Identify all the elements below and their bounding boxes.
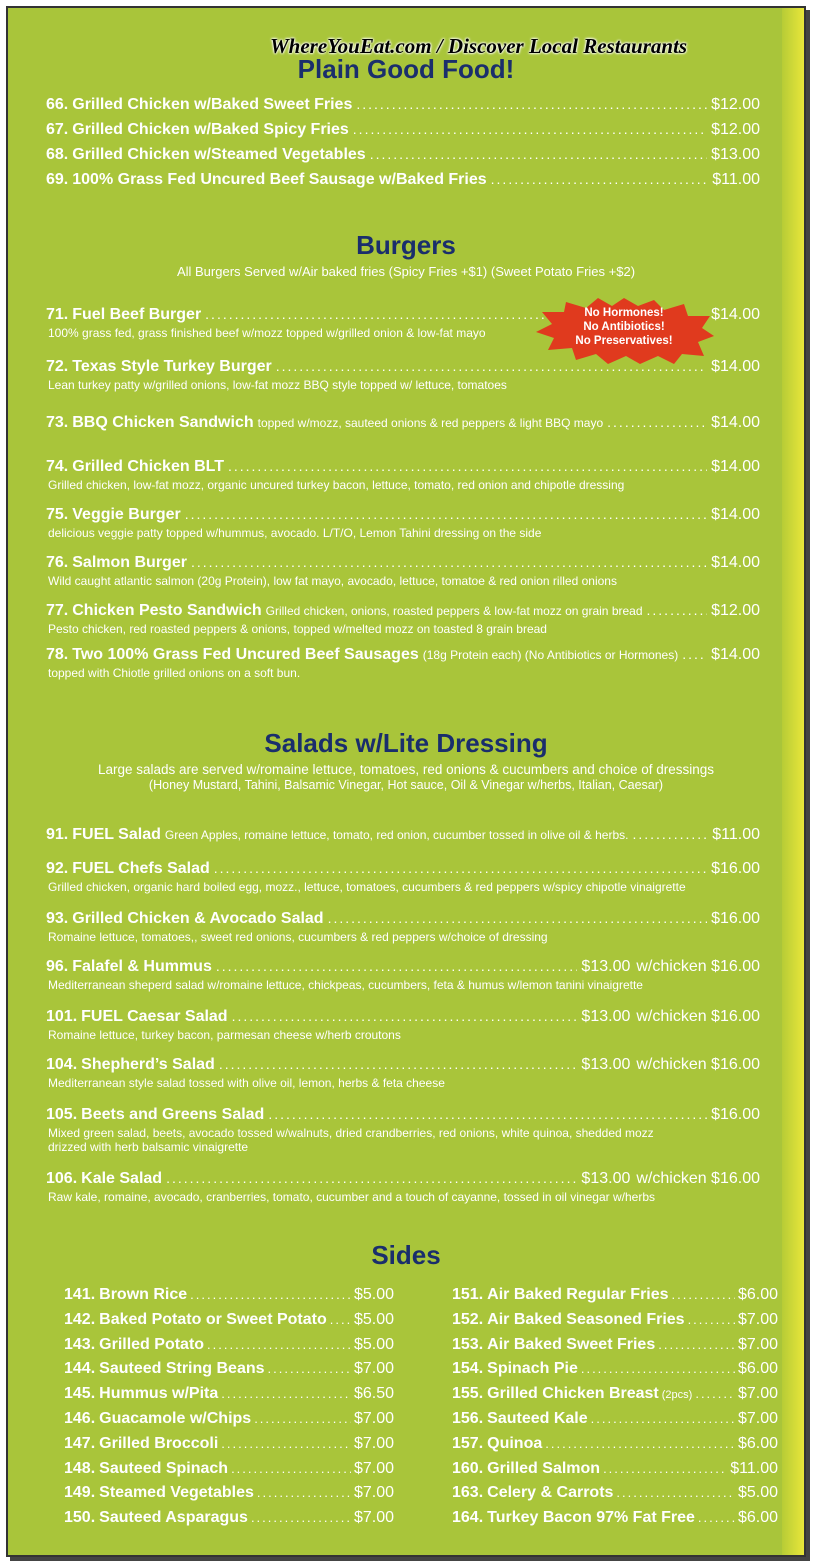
salads-title: Salads w/Lite Dressing [264,728,548,758]
item-price: $14.00 [711,358,760,375]
side-price: $7.00 [353,1434,394,1452]
item-title: BBQ Chicken Sandwich [72,414,254,431]
item-number: 66. [46,96,69,113]
item-inline-description: Green Apples, romaine lettuce, tomato, red onion, cucumber tossed in olive oil & herbs. [164,828,629,842]
leader-dots [616,1485,735,1500]
leader-dots [185,506,707,522]
menu-item-row [46,171,760,189]
item-description: delicious veggie patty topped w/hummus, avocado. L/T/O, Lemon Tahini dressing on the side [48,526,542,540]
leader-dots [330,1312,351,1327]
side-item-row [64,1509,394,1527]
menu-item-row [46,121,760,139]
item-description: Pesto chicken, red roasted peppers & onions, topped w/melted mozz on toasted 8 grain bread [48,622,547,636]
item-name [46,414,254,432]
item-number: 75. [46,506,69,523]
item-price: $16.00 [711,860,760,877]
menu-item-row [46,860,760,878]
item-title: FUEL Salad [72,826,161,843]
item-title: Two 100% Grass Fed Uncured Beef Sausages [72,646,419,663]
item-description: 100% grass fed, grass finished beef w/mozz topped w/grilled onion & low-fat mayo [48,326,486,340]
side-name [64,1336,204,1354]
item-prices [711,1106,760,1124]
side-item-row [452,1286,778,1304]
item-prices [711,306,760,324]
menu-item-row [46,414,760,432]
salads-note-1: Large salads are served w/romaine lettuce, tomatoes, red onions & cucumbers and choice of dressings [97,762,715,777]
side-name [64,1286,187,1304]
leader-dots [698,1510,735,1525]
item-price: $11.00 [712,826,760,843]
leader-dots [545,1436,735,1451]
side-number: 147. [64,1434,96,1452]
item-description: Wild caught atlantic salmon (20g Protein), low fat mayo, avocado, lettuce, tomatoe & red onion rilled onions [48,574,617,588]
item-name [46,121,349,139]
item-name [46,1056,215,1074]
side-name [64,1484,254,1502]
leader-dots [254,1411,351,1426]
leader-dots [682,646,707,662]
side-number: 151. [452,1286,484,1303]
item-price-with-chicken: w/chicken $16.00 [636,958,760,975]
leader-dots [190,1287,351,1302]
side-number: 152. [452,1310,484,1328]
leader-dots [658,1337,735,1352]
item-prices [711,646,760,664]
leader-dots [268,1106,707,1122]
side-number: 164. [452,1509,484,1527]
side-title: Hummus w/Pita [99,1385,219,1403]
item-inline-description: topped w/mozz, sauteed onions & red peppers & light BBQ mayo [257,416,604,430]
leader-dots [221,1386,351,1401]
side-price: $11.00 [730,1459,778,1477]
item-prices [711,506,760,524]
side-name [452,1460,600,1478]
item-title: FUEL Caesar Salad [81,1008,228,1025]
side-name [64,1435,218,1453]
menu-item-row [46,646,760,664]
side-item-row [64,1460,394,1478]
item-prices [711,96,760,114]
item-number: 91. [46,826,69,843]
side-item-row [452,1336,778,1354]
item-title: Grilled Chicken BLT [72,458,224,475]
item-title: Grilled Chicken w/Baked Sweet Fries [72,96,353,113]
side-item-row [452,1360,778,1378]
side-price: $7.00 [353,1459,394,1477]
item-name [46,860,210,878]
item-price: $14.00 [711,458,760,475]
item-title: 100% Grass Fed Uncured Beef Sausage w/Baked Fries [72,171,487,188]
item-name [46,910,324,928]
side-name [452,1336,655,1354]
side-price: $5.00 [353,1335,394,1353]
leader-dots [221,1436,351,1451]
badge-line-1: No Hormones! [584,307,664,319]
item-price: $13.00 [711,146,760,163]
side-title: Baked Potato or Sweet Potato [99,1310,327,1328]
item-name [46,1008,228,1026]
side-number: 153. [452,1335,484,1353]
item-price: $16.00 [711,910,760,927]
side-name [64,1360,265,1378]
leader-dots [191,554,707,570]
side-title: Sauteed Kale [487,1410,588,1427]
item-price: $14.00 [711,506,760,523]
item-price: $14.00 [711,646,760,663]
item-name [46,306,201,324]
item-prices [581,1170,760,1188]
side-price: $7.00 [353,1509,394,1527]
leader-dots [370,146,707,162]
side-name [452,1435,542,1453]
side-name [64,1311,327,1329]
side-name [64,1509,248,1527]
side-title: Grilled Salmon [487,1459,601,1477]
item-title: Grilled Chicken & Avocado Salad [72,910,324,927]
side-price: $6.00 [737,1286,778,1303]
leader-dots [672,1287,735,1302]
leader-dots [356,96,707,112]
side-name [452,1311,685,1329]
item-number: 105. [46,1106,78,1123]
side-title: Grilled Chicken Breast [487,1385,659,1403]
side-number: 143. [64,1335,96,1353]
item-prices [711,860,760,878]
menu-item-row [46,554,760,572]
item-title: Salmon Burger [72,554,187,571]
item-name [46,458,224,476]
item-description: Grilled chicken, organic hard boiled egg, mozz., lettuce, tomatoes, cucumbers & red peppers w/spicy chipotle vinaigrette [48,880,686,894]
side-title: Celery & Carrots [487,1484,614,1502]
item-prices [711,358,760,376]
leader-dots [251,1510,351,1525]
side-name [64,1410,251,1428]
leader-dots [232,1008,578,1024]
side-name [452,1385,659,1403]
item-prices [581,1056,760,1074]
leader-dots [647,602,708,618]
side-number: 144. [64,1360,96,1378]
side-number: 155. [452,1385,484,1403]
leader-dots [207,1337,351,1352]
item-title: Grilled Chicken w/Steamed Vegetables [72,146,366,163]
item-name [46,554,187,572]
side-number: 157. [452,1434,484,1452]
side-number: 150. [64,1509,96,1527]
item-name [46,602,262,620]
leader-dots [328,910,707,926]
item-number: 68. [46,146,69,163]
item-number: 73. [46,414,69,431]
side-item-row [64,1435,394,1453]
side-number: 141. [64,1286,96,1303]
menu-item-row [46,1056,760,1074]
leader-dots [491,171,709,187]
side-title: Spinach Pie [487,1360,578,1378]
item-title: Falafel & Hummus [72,958,212,975]
item-price: $11.00 [712,171,760,188]
item-price-with-chicken: w/chicken $16.00 [636,1056,760,1073]
side-name [452,1484,613,1502]
menu-item-row [46,458,760,476]
side-number: 142. [64,1310,96,1328]
menu-card [6,6,806,1557]
menu-item-row [46,506,760,524]
item-description: Mediterranean style salad tossed with olive oil, lemon, herbs & feta cheese [48,1076,445,1090]
item-title: Chicken Pesto Sandwich [72,602,262,619]
side-price: $6.00 [737,1360,778,1378]
side-title: Air Baked Regular Fries [487,1286,669,1303]
side-price: $7.00 [353,1484,394,1502]
leader-dots [216,958,578,974]
side-name [64,1385,218,1403]
side-item-row [452,1435,778,1453]
item-prices [711,910,760,928]
menu-item-row [46,1008,760,1026]
side-price: $7.00 [737,1310,778,1328]
item-prices [711,414,760,432]
leader-dots [228,458,707,474]
item-number: 93. [46,910,69,927]
item-price: $13.00 [581,1170,631,1187]
side-title: Quinoa [487,1434,543,1452]
leader-dots [695,1386,735,1401]
side-number: 156. [452,1410,484,1427]
item-description: Romaine lettuce, turkey bacon, parmesan cheese w/herb croutons [48,1028,401,1042]
item-description: drizzed with herb balsamic vinaigrette [48,1140,249,1154]
side-number: 160. [452,1459,484,1477]
item-number: 77. [46,602,69,619]
side-title: Air Baked Seasoned Fries [487,1310,685,1328]
item-number: 106. [46,1170,78,1187]
item-number: 96. [46,958,69,975]
item-price: $13.00 [581,1008,631,1025]
side-name [452,1360,578,1378]
side-price: $7.00 [737,1385,778,1403]
side-number: 146. [64,1410,96,1427]
leader-dots [166,1170,577,1186]
item-price-with-chicken: w/chicken $16.00 [636,1008,760,1025]
item-number: 104. [46,1056,78,1073]
side-title: Brown Rice [99,1286,188,1303]
item-title: Texas Style Turkey Burger [72,358,272,375]
item-price: $14.00 [711,554,760,571]
side-price: $5.00 [737,1484,778,1502]
side-item-row [452,1311,778,1329]
item-price: $13.00 [581,958,631,975]
side-title: Turkey Bacon 97% Fat Free [487,1509,695,1527]
side-number: 148. [64,1459,96,1477]
item-number: 101. [46,1008,78,1025]
item-title: Fuel Beef Burger [72,306,202,323]
side-number: 149. [64,1484,96,1502]
side-name [64,1460,228,1478]
item-price: $16.00 [711,1106,760,1123]
side-title: Grilled Broccoli [99,1434,219,1452]
plain-good-food-title: Plain Good Food! [297,54,515,84]
item-number: 92. [46,860,69,877]
item-description: Mixed green salad, beets, avocado tossed w/walnuts, dried crandberries, red onions, white quinoa, shedded mozz [48,1126,654,1140]
leader-dots [231,1461,351,1476]
side-item-row [64,1385,394,1403]
item-price: $12.00 [711,121,760,138]
item-inline-description: (18g Protein each) (No Antibiotics or Hormones) [422,648,679,662]
item-price: $14.00 [711,306,760,323]
side-item-row [64,1336,394,1354]
item-prices [711,146,760,164]
side-title: Sauteed Spinach [99,1459,229,1477]
badge-line-3: No Preservatives! [575,335,673,347]
badge-text [534,306,714,348]
item-prices [712,826,760,844]
side-number: 154. [452,1360,484,1378]
item-description: Romaine lettuce, tomatoes,, sweet red onions, cucumbers & red peppers w/choice of dressing [48,930,548,944]
side-name [452,1410,588,1428]
menu-item-row [46,958,760,976]
badge-line-2: No Antibiotics! [583,321,665,333]
item-name [46,358,272,376]
menu-item-row [46,96,760,114]
leader-dots [632,826,708,842]
item-price: $13.00 [581,1056,631,1073]
item-name [46,1106,264,1124]
item-name [46,146,366,164]
watermark: WhereYouEat.com / Discover Local Restaurants [270,34,688,58]
item-name [46,826,161,844]
item-name [46,646,419,664]
item-price: $14.00 [711,414,760,431]
item-description: Mediterranean sheperd salad w/romaine lettuce, chickpeas, cucumbers, feta & humus w/lemon tanini vinaigrette [48,978,643,992]
side-item-row [452,1385,778,1403]
item-price: $12.00 [711,96,760,113]
item-inline-description: Grilled chicken, onions, roasted peppers & low-fat mozz on grain bread [265,604,643,618]
side-price: $7.00 [353,1410,394,1427]
side-item-row [452,1509,778,1527]
item-title: Beets and Greens Salad [81,1106,265,1123]
side-item-row [452,1460,778,1478]
menu-item-row [46,826,760,844]
item-prices [711,121,760,139]
side-price: $5.00 [353,1310,394,1328]
item-title: FUEL Chefs Salad [72,860,210,877]
item-number: 76. [46,554,69,571]
side-item-row [64,1484,394,1502]
burgers-note: All Burgers Served w/Air baked fries (Spicy Fries +$1) (Sweet Potato Fries +$2) [176,264,636,279]
side-title: Steamed Vegetables [99,1484,254,1502]
item-name [46,96,352,114]
side-title: Sauteed String Beans [99,1360,265,1378]
side-price: $7.00 [737,1410,778,1427]
leader-dots [219,1056,578,1072]
side-price: $5.00 [353,1286,394,1303]
side-item-row [452,1484,778,1502]
menu-item-row [46,1106,760,1124]
side-price: $6.50 [353,1385,394,1403]
item-title: Veggie Burger [72,506,181,523]
leader-dots [353,121,707,137]
leader-dots [591,1411,735,1426]
leader-dots [257,1485,351,1500]
leader-dots [214,860,707,876]
item-prices [712,171,760,189]
side-item-row [452,1410,778,1428]
item-description: Grilled chicken, low-fat mozz, organic uncured turkey bacon, lettuce, tomato, red onion and chipotle dressing [48,478,625,492]
item-title: Grilled Chicken w/Baked Spicy Fries [72,121,349,138]
item-title: Kale Salad [81,1170,163,1187]
leader-dots [581,1361,735,1376]
side-title: Grilled Potato [99,1335,205,1353]
sides-title: Sides [371,1240,441,1270]
leader-dots [603,1461,727,1476]
menu-item-row [46,602,760,620]
item-prices [711,458,760,476]
side-note: (2pcs) [661,1389,693,1402]
item-name [46,171,487,189]
item-number: 78. [46,646,69,663]
side-price: $7.00 [353,1360,394,1378]
item-number: 67. [46,121,69,138]
item-prices [581,958,760,976]
item-number: 69. [46,171,69,188]
leader-dots [268,1361,351,1376]
burgers-title: Burgers [356,230,456,260]
side-title: Air Baked Sweet Fries [487,1335,656,1353]
item-name [46,1170,162,1188]
side-item-row [64,1360,394,1378]
item-name [46,958,212,976]
side-number: 145. [64,1385,96,1403]
item-title: Shepherd’s Salad [81,1056,215,1073]
menu-item-row [46,910,760,928]
item-prices [711,554,760,572]
side-name [452,1509,695,1527]
side-price: $6.00 [737,1509,778,1527]
menu-item-row [46,146,760,164]
item-description: Raw kale, romaine, avocado, cranberries, tomato, cucumber and a touch of cayanne, tossed in oil vinegar w/herbs [48,1190,655,1204]
side-item-row [64,1311,394,1329]
side-name [452,1286,669,1304]
item-number: 71. [46,306,69,323]
side-price: $7.00 [737,1335,778,1353]
item-description: Lean turkey patty w/grilled onions, low-fat mozz BBQ style topped w/ lettuce, tomatoes [48,378,507,392]
item-prices [581,1008,760,1026]
side-item-row [64,1286,394,1304]
item-prices [711,602,760,620]
salads-note-2: (Honey Mustard, Tahini, Balsamic Vinegar, Hot sauce, Oil & Vinegar w/herbs, Italian, Caesar) [148,778,664,792]
side-number: 163. [452,1484,484,1502]
side-title: Sauteed Asparagus [99,1509,248,1527]
menu-item-row [46,1170,760,1188]
item-number: 74. [46,458,69,475]
leader-dots [607,414,707,430]
item-price-with-chicken: w/chicken $16.00 [636,1170,760,1187]
leader-dots [688,1312,735,1327]
side-title: Guacamole w/Chips [99,1410,252,1427]
side-item-row [64,1410,394,1428]
item-number: 72. [46,358,69,375]
side-price: $6.00 [737,1434,778,1452]
item-price: $12.00 [711,602,760,619]
item-name [46,506,181,524]
item-description: topped with Chiotle grilled onions on a soft bun. [48,666,301,680]
